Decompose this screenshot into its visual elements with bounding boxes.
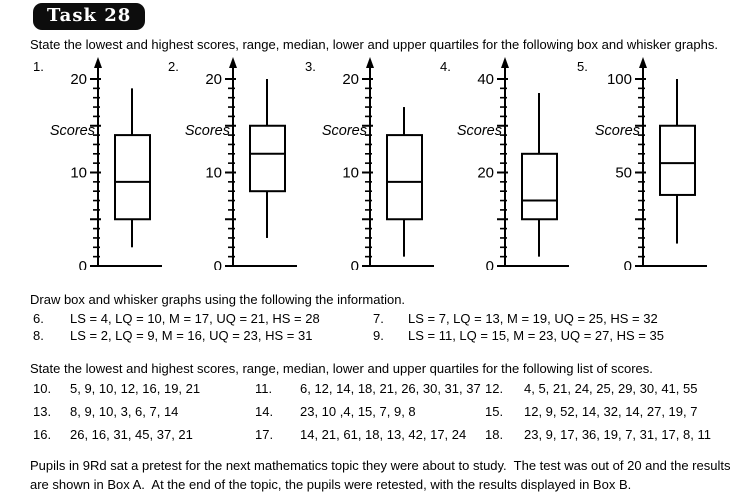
- svg-text:Scores: Scores: [456, 123, 502, 139]
- svg-text:50: 50: [615, 164, 632, 182]
- svg-text:Scores: Scores: [49, 123, 95, 139]
- svg-text:Scores: Scores: [321, 123, 367, 139]
- instruction-draw: Draw box and whisker graphs using the following the information.: [30, 292, 406, 307]
- item-number-10: 10.: [33, 381, 52, 396]
- svg-text:0: 0: [350, 258, 359, 270]
- item-text-7: LS = 7, LQ = 13, M = 19, UQ = 25, HS = 32: [408, 311, 658, 326]
- item-text-17: 14, 21, 61, 18, 13, 42, 17, 24: [300, 427, 467, 442]
- item-text-6: LS = 4, LQ = 10, M = 17, UQ = 21, HS = 28: [70, 311, 320, 326]
- item-text-11: 6, 12, 14, 18, 21, 26, 30, 31, 37: [300, 381, 481, 396]
- plot-number-4: 4.: [440, 59, 451, 74]
- svg-text:Scores: Scores: [184, 123, 230, 139]
- svg-text:0: 0: [213, 258, 222, 270]
- svg-text:0: 0: [485, 258, 494, 270]
- item-number-17: 17.: [255, 427, 274, 442]
- svg-text:100: 100: [606, 71, 632, 88]
- footer-paragraph: Pupils in 9Rd sat a pretest for the next mathematics topic they were about to study. The test was out of 20 and the results are shown in Box A. At the end of the topic, the pupils were retested, with the results displayed in Box B.: [30, 458, 735, 492]
- item-text-9: LS = 11, LQ = 15, M = 23, UQ = 27, HS = 35: [408, 328, 664, 343]
- item-number-18: 18.: [485, 427, 504, 442]
- svg-text:40: 40: [477, 71, 494, 88]
- item-number-11: 11.: [255, 381, 273, 396]
- plot-number-5: 5.: [577, 59, 588, 74]
- item-number-12: 12.: [485, 381, 504, 396]
- item-number-6: 6.: [33, 311, 44, 326]
- boxplot-chart-2: [163, 55, 323, 270]
- item-text-12: 4, 5, 21, 24, 25, 29, 30, 41, 55: [524, 381, 698, 396]
- instruction-boxplots: State the lowest and highest scores, range, median, lower and upper quartiles for the following box and whisker graphs.: [30, 37, 718, 52]
- item-number-13: 13.: [33, 404, 52, 419]
- svg-text:20: 20: [70, 71, 87, 88]
- item-text-18: 23, 9, 17, 36, 19, 7, 31, 17, 8, 11: [524, 427, 711, 442]
- item-number-16: 16.: [33, 427, 52, 442]
- item-number-7: 7.: [373, 311, 384, 326]
- svg-text:0: 0: [78, 258, 87, 270]
- boxplot-chart-5: [573, 55, 733, 270]
- svg-text:10: 10: [70, 164, 87, 182]
- instruction-list: State the lowest and highest scores, range, median, lower and upper quartiles for the following list of scores.: [30, 361, 653, 376]
- svg-text:0: 0: [623, 258, 632, 270]
- item-text-8: LS = 2, LQ = 9, M = 16, UQ = 23, HS = 31: [70, 328, 313, 343]
- item-number-8: 8.: [33, 328, 44, 343]
- plot-number-1: 1.: [33, 59, 44, 74]
- svg-text:20: 20: [477, 164, 494, 182]
- item-number-14: 14.: [255, 404, 274, 419]
- item-text-14: 23, 10 ,4, 15, 7, 9, 8: [300, 404, 416, 419]
- svg-text:20: 20: [342, 71, 359, 88]
- item-text-16: 26, 16, 31, 45, 37, 21: [70, 427, 193, 442]
- item-text-10: 5, 9, 10, 12, 16, 19, 21: [70, 381, 201, 396]
- svg-text:20: 20: [205, 71, 222, 88]
- plot-number-3: 3.: [305, 59, 316, 74]
- svg-text:10: 10: [342, 164, 359, 182]
- task-badge-label: Task 28: [47, 5, 132, 26]
- svg-text:10: 10: [205, 164, 222, 182]
- item-text-13: 8, 9, 10, 3, 6, 7, 14: [70, 404, 179, 419]
- plot-number-2: 2.: [168, 59, 179, 74]
- item-text-15: 12, 9, 52, 14, 32, 14, 27, 19, 7: [524, 404, 698, 419]
- boxplot-chart-4: [435, 55, 595, 270]
- svg-text:Scores: Scores: [594, 123, 640, 139]
- item-number-15: 15.: [485, 404, 504, 419]
- item-number-9: 9.: [373, 328, 384, 343]
